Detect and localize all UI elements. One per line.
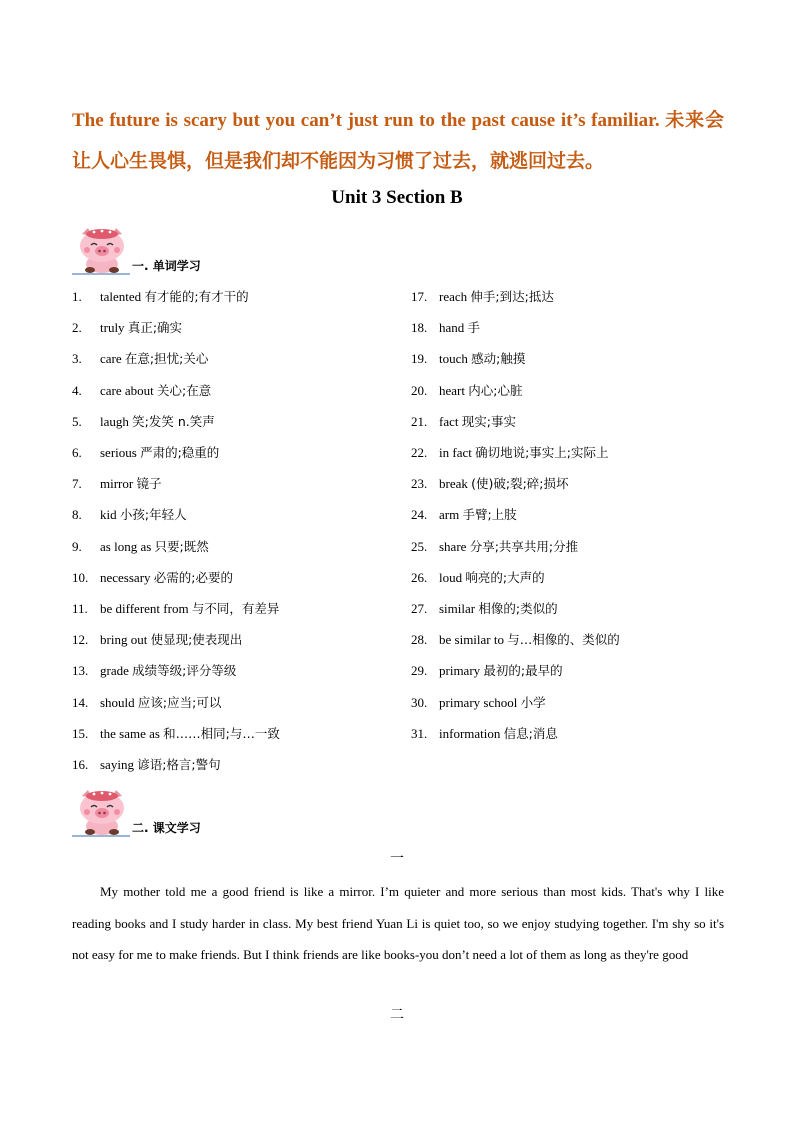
vocab-entry	[100, 505, 187, 525]
vocab-entry	[439, 412, 516, 432]
vocab-number: 31.	[411, 725, 428, 741]
vocab-chinese: 与不同，有差异	[191, 601, 280, 616]
vocab-english: bring out	[100, 632, 148, 648]
vocab-chinese: 使显现;使表现出	[150, 632, 243, 648]
vocab-number: 14.	[72, 694, 89, 710]
vocab-number: 18.	[411, 320, 428, 336]
vocab-english: be similar to	[439, 632, 504, 648]
vocab-entry	[439, 474, 569, 494]
vocab-number: 26.	[411, 569, 428, 585]
vocab-english: care about	[100, 382, 154, 398]
vocab-chinese: 最初的;最早的	[483, 663, 563, 679]
vocab-chinese: 真正;确实	[127, 320, 183, 336]
vocab-entry	[100, 474, 161, 494]
vocab-number: 23.	[411, 476, 428, 492]
pig-mascot-icon	[72, 788, 132, 836]
vocab-entry	[100, 318, 182, 338]
vocab-english: reach	[439, 289, 468, 304]
vocab-english: the same as	[100, 725, 160, 741]
heading-underline	[72, 273, 130, 275]
vocab-entry	[439, 287, 554, 307]
part-two-mark: 二	[390, 1007, 404, 1023]
vocab-number: 4.	[72, 382, 82, 398]
vocab-number: 8.	[72, 507, 82, 523]
vocab-number: 24.	[411, 507, 428, 523]
vocab-english: grade	[100, 663, 129, 679]
vocab-number: 29.	[411, 663, 428, 679]
vocab-number: 12.	[72, 632, 89, 648]
vocab-chinese: 只要;既然	[154, 538, 209, 554]
vocab-chinese: 有才能的;有才干的	[144, 289, 249, 304]
vocab-number: 22.	[411, 445, 428, 460]
vocab-number: 17.	[411, 289, 428, 304]
vocab-chinese: 现实;事实	[461, 413, 516, 429]
vocab-number: 6.	[72, 445, 82, 460]
vocab-english: care	[100, 351, 122, 367]
vocab-number: 16.	[72, 757, 89, 772]
vocab-number: 15.	[72, 725, 89, 741]
vocab-chinese: 关心;在意	[157, 382, 212, 398]
vocab-chinese: (使)破;裂;碎;损坏	[471, 476, 569, 492]
vocab-english: truly	[100, 320, 125, 336]
vocab-entry	[100, 693, 221, 713]
motto-quote: The future is scary but you can’t just run to the past cause it’s familiar. 未来会让人心生畏惧，但是我们却不能因为习惯了过去，就逃回过去。	[72, 110, 724, 172]
vocab-english: necessary	[100, 569, 151, 585]
vocab-english: similar	[439, 601, 476, 616]
vocab-english: fact	[439, 413, 459, 429]
vocab-chinese: 伸手;到达;抵达	[470, 289, 554, 304]
vocab-chinese: 谚语;格言;警句	[137, 757, 221, 772]
vocab-english: share	[439, 538, 467, 554]
vocab-entry	[100, 755, 221, 775]
vocab-english: loud	[439, 569, 463, 585]
vocab-english: serious	[100, 445, 137, 460]
vocab-number: 19.	[411, 351, 428, 367]
vocab-english: as long as	[100, 538, 152, 554]
text-heading-text: 二. 课文学习	[132, 821, 201, 835]
vocab-chinese: 相像的;类似的	[478, 601, 558, 616]
text-section-heading	[72, 788, 372, 838]
vocab-entry	[439, 443, 609, 463]
vocab-entry	[439, 693, 546, 713]
vocab-entry	[439, 349, 525, 369]
vocab-number: 1.	[72, 289, 82, 304]
vocab-entry	[100, 381, 211, 401]
vocab-chinese: 应该;应当;可以	[137, 694, 222, 710]
vocab-number: 21.	[411, 413, 428, 429]
vocab-entry	[439, 537, 578, 557]
vocab-english: should	[100, 694, 135, 710]
vocab-english: be different from	[100, 601, 189, 616]
vocab-entry	[100, 599, 279, 619]
vocab-entry	[439, 381, 522, 401]
vocab-entry	[439, 568, 545, 588]
vocab-chinese: 感动;触摸	[471, 351, 526, 367]
vocab-english: break	[439, 476, 468, 492]
vocab-chinese: 必需的;必要的	[153, 569, 233, 585]
passage-part-one: My mother told me a good friend is like a mirror. I’m quieter and more serious than most kids. That's why I like reading books and I study harder in class. My best friend Yuan Li is quiet too, so we enjoy studying together. I'm shy so it's not easy for me to make friends. But I think friends are like books-you don’t need a lot of them as long as they're good	[72, 884, 724, 962]
vocab-chinese: 小学	[520, 694, 546, 710]
vocab-chinese: 笑;发笑 n.笑声	[132, 413, 215, 429]
unit-title: Unit 3 Section B	[331, 187, 463, 208]
pig-mascot-icon	[72, 226, 132, 274]
vocab-english: saying	[100, 757, 134, 772]
vocab-entry	[439, 505, 517, 525]
vocab-number: 27.	[411, 601, 428, 616]
vocab-entry	[100, 568, 233, 588]
vocab-english: mirror	[100, 476, 134, 492]
vocab-chinese: 小孩;年轻人	[119, 507, 187, 523]
vocab-entry	[100, 412, 215, 432]
vocab-number: 2.	[72, 320, 82, 336]
vocab-chinese: 严肃的;稳重的	[140, 445, 220, 460]
vocab-entry	[100, 630, 242, 650]
vocab-entry	[100, 661, 236, 681]
vocab-chinese: 手臂;上肢	[462, 507, 517, 523]
vocab-heading-text: 一. 单词学习	[132, 259, 201, 273]
vocab-entry	[439, 318, 480, 338]
vocab-number: 30.	[411, 694, 428, 710]
vocab-number: 20.	[411, 382, 428, 398]
vocab-number: 7.	[72, 476, 82, 492]
vocab-number: 11.	[72, 601, 88, 616]
vocab-number: 10.	[72, 569, 89, 585]
vocab-entry	[100, 349, 208, 369]
vocab-entry	[100, 287, 249, 307]
vocab-chinese: 内心;心脏	[468, 382, 523, 398]
vocab-entry	[439, 630, 620, 650]
vocab-number: 3.	[72, 351, 82, 367]
vocab-entry	[100, 537, 209, 557]
vocab-number: 9.	[72, 538, 82, 554]
vocab-number: 28.	[411, 632, 428, 648]
vocab-chinese: 镜子	[136, 476, 162, 492]
vocab-english: arm	[439, 507, 460, 523]
vocab-number: 13.	[72, 663, 89, 679]
part-one-mark: 一	[390, 851, 404, 867]
vocab-entry	[439, 599, 558, 619]
vocab-chinese: 成绩等级;评分等级	[132, 663, 237, 679]
vocab-number: 25.	[411, 538, 428, 554]
vocab-english: talented	[100, 289, 142, 304]
vocab-chinese: 响亮的;大声的	[465, 569, 545, 585]
vocab-english: heart	[439, 382, 465, 398]
vocab-chinese: 在意;担忧;关心	[124, 351, 209, 367]
vocab-chinese: 和……相同;与…一致	[163, 725, 280, 741]
vocab-english: laugh	[100, 413, 129, 429]
vocab-entry	[439, 661, 563, 681]
vocab-chinese: 手	[467, 320, 481, 336]
vocab-entry	[439, 724, 558, 744]
vocab-chinese: 信息;消息	[503, 725, 558, 741]
vocab-chinese: 分享;共享共用;分推	[469, 538, 579, 554]
vocab-english: primary school	[439, 694, 518, 710]
vocab-chinese: 确切地说;事实上;实际上	[475, 445, 609, 460]
vocab-english: in fact	[439, 445, 472, 460]
vocab-english: touch	[439, 351, 468, 367]
heading-underline	[72, 835, 130, 837]
vocab-english: hand	[439, 320, 465, 336]
vocab-chinese: 与…相像的、类似的	[507, 632, 620, 648]
vocab-english: kid	[100, 507, 117, 523]
vocab-english: information	[439, 725, 501, 741]
vocab-english: primary	[439, 663, 481, 679]
vocab-entry	[100, 724, 280, 744]
vocab-section-heading	[72, 226, 372, 276]
vocab-number: 5.	[72, 413, 82, 429]
vocab-entry	[100, 443, 219, 463]
